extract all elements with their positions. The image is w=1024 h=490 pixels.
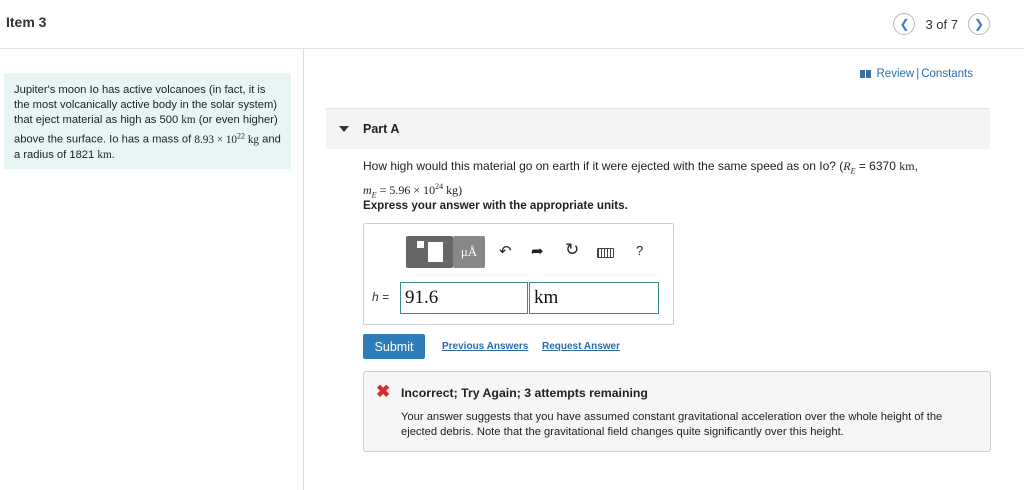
book-icon [860,70,871,78]
collapse-triangle-icon[interactable] [339,126,349,132]
unit-input[interactable] [529,282,659,314]
constants-link[interactable]: Constants [921,68,973,80]
previous-item-button[interactable] [893,13,915,35]
io-mass: $8.93 \times 10^{22}$ kg [194,131,260,146]
item-title: Item 3 [6,14,47,30]
feedback-body: Your answer suggests that you have assumed constant gravitational acceleration over the whole height of the ejected debris. Note that the gravitational field changes quite significantly over this height. [401,411,943,438]
reset-icon[interactable]: ↻ [565,240,580,259]
previous-answers-link[interactable]: Previous Answers [442,341,529,352]
review-link[interactable]: Review [876,68,915,80]
problem-statement: Jupiter's moon Io has active volcanoes (in fact, it is the most volcanically active body in the solar system) that eject material as high as 500 km (or even higher) above the surface. Io has a mass of $8.93 \times 10^{22}$ kg and a radius of 1821 km. [4,73,291,169]
submit-button[interactable]: Submit [363,334,425,359]
incorrect-x-icon: ✖ [376,382,391,401]
header-divider [0,48,1024,49]
value-input[interactable] [400,282,528,314]
h-label: h = [372,290,390,304]
part-label: Part A [363,122,400,136]
instruction-text: Express your answer with the appropriate units. [363,199,628,212]
undo-icon[interactable]: ↶ [499,243,512,260]
chevron-right-icon: ❯ [973,17,985,31]
request-answer-link[interactable]: Request Answer [542,341,620,352]
column-divider [303,49,304,490]
redo-icon[interactable]: ➦ [531,243,544,260]
part-a-header[interactable] [326,108,990,149]
problem-text: Jupiter's moon Io has active volcanoes (in fact, it is the most volcanically active body in the solar system) that eject material as high as 500 [14,84,278,126]
unit-km: km [97,148,112,161]
templates-button[interactable] [406,236,453,268]
unit-km: km [181,114,196,126]
feedback-title: Incorrect; Try Again; 3 attempts remaining [401,386,648,400]
next-item-button[interactable] [968,13,990,35]
review-constants [860,68,974,80]
chevron-left-icon: ❮ [899,17,910,31]
keyboard-icon[interactable] [597,248,614,258]
item-navigation [893,13,990,35]
feedback-panel [363,371,991,452]
question-text: How high would this material go on earth if it were ejected with the same speed as on Io? ($R_E = 6370$ km, $m_E = 5.96 \times 10^{24}$ kg) [363,159,918,200]
help-button[interactable]: ? [636,243,644,258]
problem-text: and a radius of 1821 [14,133,281,161]
separator: | [916,68,920,80]
problem-text: (or even higher) above the surface. Io has a mass of [14,114,278,146]
page-count: 3 of 7 [925,16,958,32]
units-button[interactable]: μÅ [453,236,485,268]
answer-editor [363,223,674,325]
